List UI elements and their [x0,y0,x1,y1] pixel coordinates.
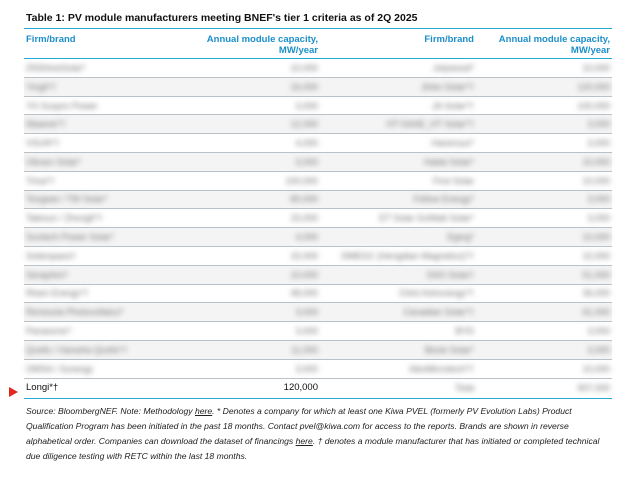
cell-capacity-left: 3,000 [295,100,318,111]
source-text-3: . † denotes a module manufacturer that has initiated or completed technical due diligence testing with RETC within the last 18 months. [26,436,600,461]
table-row [24,191,612,210]
table-row [24,228,612,247]
cell-capacity-left: 16,000 [290,81,318,92]
source-text-1: Source: BloombergNEF. Note: Methodology [26,406,195,416]
cell-capacity-right: 61,000 [582,307,610,318]
table-row [24,78,612,97]
cell-capacity-left: 11,000 [291,344,318,355]
total-label: Total [454,383,474,394]
cell-firm-right: Haitai Solar* [423,156,474,167]
cell-capacity-right: 3,000 [587,138,610,149]
cell-firm-right: DAS Solar† [426,269,474,280]
cell-firm-left: Vikram Solar* [26,156,81,167]
cell-firm-right: JA Solar*† [431,100,474,111]
cell-capacity-right: 3,000 [587,119,610,130]
cell-capacity-right: 36,000 [582,288,610,299]
cell-firm-right: Chint Astronergy*† [398,288,474,299]
table-header [24,29,612,59]
cell-capacity-right: 51,000 [582,269,610,280]
cell-capacity-left: 3,000 [295,326,318,337]
cell-firm-right: Jinko Solar*† [420,81,474,92]
cell-firm-left: Solarspace† [26,250,77,261]
cell-firm-left: ZNShineSolar* [26,62,86,73]
source-note [26,404,616,464]
header-capacity-left: Annual module capacity, MW/year [206,34,318,56]
cell-firm-left: Risen Energy*† [26,288,89,299]
cell-firm-right: Eging* [447,232,474,243]
cell-firm-left: Yingli*† [26,81,57,92]
cell-firm-right: Biosk Solar* [424,344,474,355]
cell-firm-left: Panasonic* [26,326,72,337]
cell-capacity-right: 3,000 [587,326,610,337]
table-row [24,266,612,285]
source-text-2: . * Denotes a company for which at least one Kiwa PVEL (formerly PV Evolution Labs) Product Qualification Program has been initiated in the past 18 months. Contact pvel@kiwa.com for access to the reports. Brands are shown in reverse alphabetical order. Companies can download the dataset of financings [26,406,572,446]
methodology-link[interactable]: here [194,406,213,416]
cell-capacity-right: 10,000 [582,156,610,167]
table-row [24,322,612,341]
table-row [24,285,612,304]
cell-capacity-right: 3,000 [587,344,610,355]
cell-capacity-left: 3,000 [295,156,318,167]
cell-capacity-left: 3,000 [295,307,318,318]
cell-firm-right: Canadian Solar*† [403,307,474,318]
cell-firm-left: Trina*† [26,175,55,186]
cell-firm-right: ET Solar GoWatt Solar* [379,213,474,224]
table-row [24,134,612,153]
table-row [24,115,612,134]
header-firm-left: Firm/brand [26,34,76,45]
cell-firm-right: BYD [455,326,474,337]
cell-firm-left: Tongwei / TW Solar* [26,194,108,205]
cell-capacity-left: 12,000 [290,119,318,130]
cell-firm-left: OMSA / Sunergy [26,363,94,374]
cell-firm-right: Hanersun* [431,138,474,149]
highlight-capacity: 120,000 [283,382,318,394]
header-capacity-right: Annual module capacity, MW/year [498,34,610,56]
cell-firm-left: Waaree*† [26,119,66,130]
cell-capacity-left: 15,000 [290,213,318,224]
table-row [24,303,612,322]
cell-capacity-right: 10,000 [582,62,610,73]
table-row [24,209,612,228]
table-body [24,59,612,379]
cell-firm-right: AikoMicrotech*† [408,363,474,374]
cell-capacity-left: 48,000 [290,288,318,299]
cell-firm-left: YH Suspro Power [26,100,98,111]
total-capacity: 907,000 [577,383,610,394]
highlight-arrow-icon [9,387,18,397]
table-row [24,247,612,266]
cell-firm-right: Jolywood* [432,62,474,73]
cell-firm-left: Qcells / Hanwha Qcells*† [26,344,128,355]
cell-capacity-right: 10,000 [582,250,610,261]
cell-firm-left: Renesola Photovoltaics* [26,307,124,318]
cell-capacity-left: 15,000 [290,250,318,261]
cell-capacity-right: 10,000 [582,232,610,243]
dataset-link[interactable]: here [295,436,313,446]
table-row [24,97,612,116]
cell-firm-right: Fellow Energy* [413,194,474,205]
highlight-firm: Longi*† [26,382,59,394]
cell-firm-left: Talesun / Zhongli*† [26,213,103,224]
cell-firm-left: Seraphim* [26,269,69,280]
table-row [24,153,612,172]
cell-firm-left: Suntech Power Solar* [26,232,115,243]
table-title: Table 1: PV module manufacturers meeting BNEF's tier 1 criteria as of 2Q 2025 [26,12,418,24]
cell-capacity-right: 3,000 [587,213,610,224]
table-row [24,172,612,191]
cell-capacity-left: 10,000 [290,269,318,280]
cell-capacity-left: 4,000 [295,232,318,243]
cell-capacity-right: 100,000 [577,100,610,111]
tier1-table [24,28,612,399]
highlight-row [24,379,612,399]
cell-capacity-right: 3,000 [587,194,610,205]
table-row [24,360,612,379]
cell-capacity-left: 3,000 [295,363,318,374]
table-row [24,341,612,360]
cell-capacity-left: 10,000 [290,62,318,73]
header-firm-right: Firm/brand [424,34,474,45]
cell-capacity-right: 10,000 [582,175,610,186]
cell-capacity-right: 120,000 [577,81,610,92]
cell-capacity-right: 10,000 [582,363,610,374]
table-row [24,59,612,78]
cell-firm-right: DMEGC (Hengdian Magnetics)*† [341,250,474,261]
cell-capacity-left: 80,000 [290,194,318,205]
cell-firm-right: HT-SAAE_HT Solar*† [386,119,474,130]
cell-capacity-left: 100,000 [285,175,318,186]
cell-capacity-left: 4,000 [295,138,318,149]
cell-firm-right: First Solar [432,175,474,186]
cell-firm-left: VSUN*† [26,138,60,149]
